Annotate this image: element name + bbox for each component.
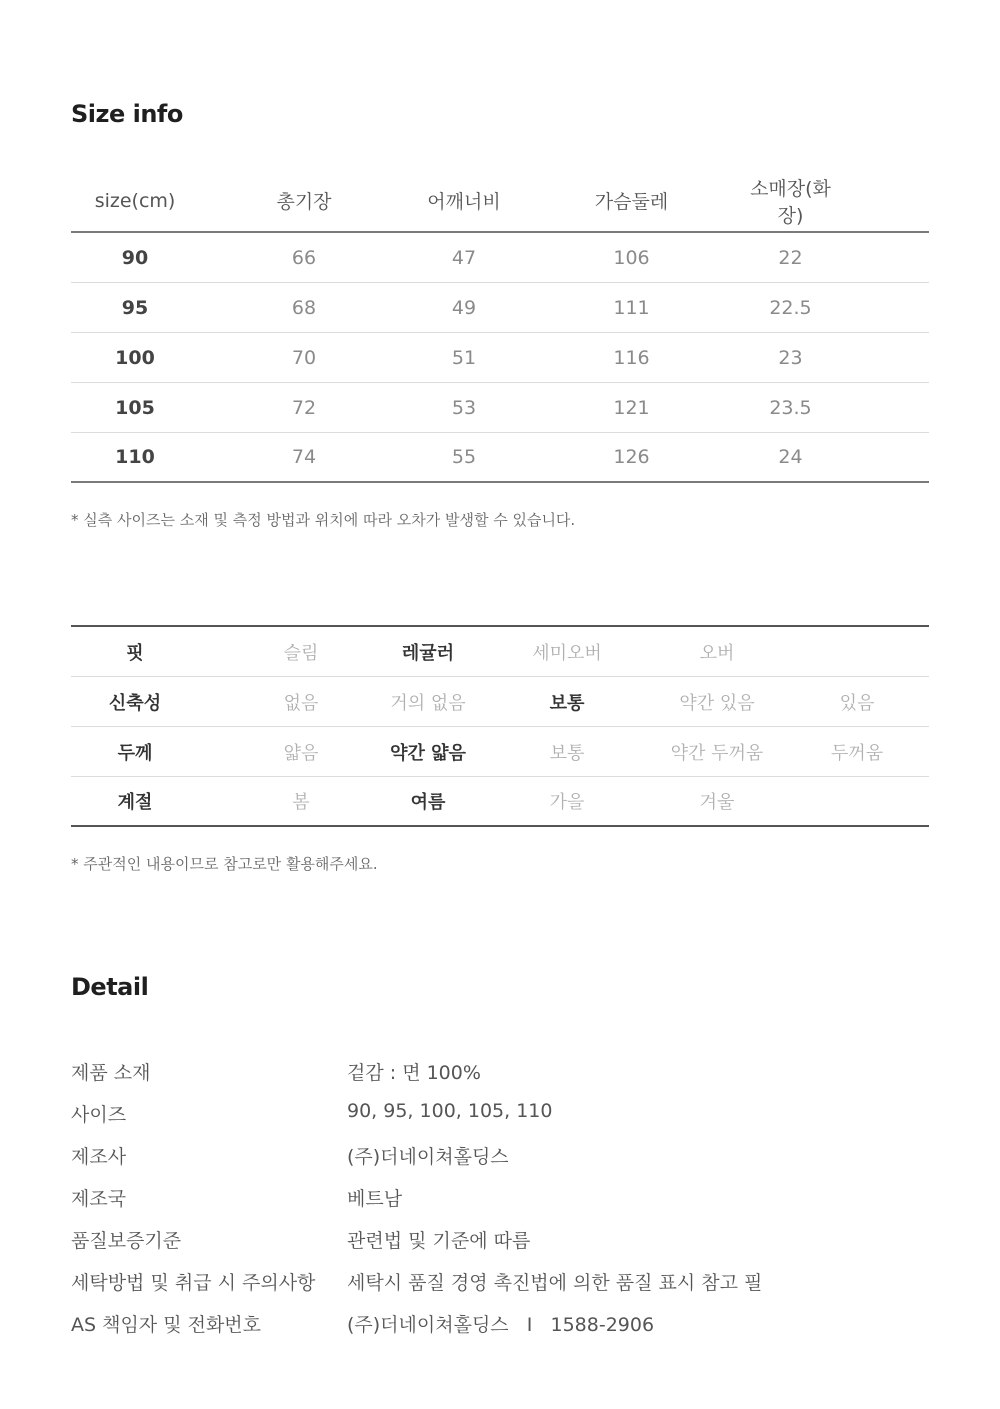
- fit-option: 있음: [839, 692, 875, 714]
- detail-key: 품질보증기준: [71, 1230, 182, 1252]
- size-value: 24: [778, 446, 803, 468]
- size-table-row: [71, 383, 929, 433]
- fit-row: [71, 627, 929, 677]
- header-shoulder-width: 어깨너비: [427, 191, 501, 213]
- size-label: 110: [115, 446, 155, 468]
- size-table-header: [71, 170, 929, 233]
- size-info-title: Size info: [71, 100, 183, 128]
- fit-option: 얇음: [283, 742, 319, 764]
- fit-option: 봄: [292, 792, 310, 813]
- header-chest: 가슴둘레: [594, 191, 669, 213]
- fit-option: 거의 없음: [390, 692, 466, 714]
- size-value: 126: [613, 446, 650, 468]
- size-value: 116: [613, 346, 650, 369]
- size-label: 105: [115, 396, 155, 419]
- size-value: 47: [451, 246, 477, 269]
- size-label: 100: [115, 346, 155, 369]
- size-value: 22: [778, 246, 803, 269]
- size-value: 68: [291, 296, 317, 319]
- detail-list: [71, 1058, 929, 1352]
- size-label: 90: [121, 246, 149, 269]
- header-sleeve: 소매장(화장): [750, 177, 831, 227]
- size-value: 51: [451, 346, 477, 369]
- header-size: size(cm): [94, 189, 176, 212]
- fit-table: [71, 625, 929, 827]
- fit-row: [71, 727, 929, 777]
- fit-row-label: 핏: [126, 642, 144, 664]
- fit-row: [71, 777, 929, 827]
- detail-value: 겉감 : 면 100%: [347, 1062, 481, 1084]
- size-table-row: [71, 433, 929, 483]
- detail-row: [71, 1184, 929, 1226]
- size-value: 121: [613, 396, 650, 419]
- detail-row: [71, 1268, 929, 1310]
- size-note: * 실측 사이즈는 소재 및 측정 방법과 위치에 따라 오차가 발생할 수 있습니다.: [71, 511, 576, 529]
- fit-option: 겨울: [699, 792, 735, 813]
- fit-option-selected: 여름: [410, 792, 446, 813]
- fit-option-selected: 보통: [549, 692, 585, 714]
- size-value: 23.5: [769, 396, 812, 419]
- size-table-row: [71, 333, 929, 383]
- fit-option: 오버: [699, 642, 735, 664]
- fit-option: 약간 있음: [679, 692, 755, 714]
- size-value: 53: [451, 396, 477, 419]
- size-label: 95: [121, 296, 149, 319]
- size-table-row: [71, 283, 929, 333]
- fit-option: 세미오버: [532, 642, 602, 664]
- fit-option-selected: 레귤러: [401, 642, 455, 664]
- detail-value: (주)더네이쳐홀딩스: [347, 1146, 509, 1168]
- detail-row: [71, 1142, 929, 1184]
- fit-option: 보통: [549, 742, 585, 764]
- size-table-row: [71, 233, 929, 283]
- fit-option-selected: 약간 얇음: [390, 742, 466, 764]
- size-table: [71, 170, 929, 483]
- fit-option: 가을: [549, 792, 585, 813]
- detail-key: 세탁방법 및 취급 시 주의사항: [71, 1272, 316, 1294]
- size-value: 49: [451, 296, 477, 319]
- detail-row: [71, 1058, 929, 1100]
- fit-option: 약간 두꺼움: [670, 742, 764, 764]
- size-value: 74: [291, 446, 317, 468]
- fit-row-label: 계절: [117, 792, 153, 813]
- size-value: 66: [291, 246, 317, 269]
- detail-key: AS 책임자 및 전화번호: [71, 1314, 262, 1336]
- fit-row: [71, 677, 929, 727]
- detail-value: 90, 95, 100, 105, 110: [347, 1100, 553, 1122]
- fit-option: 슬림: [283, 642, 319, 664]
- size-value: 106: [613, 246, 650, 269]
- size-value: 70: [291, 346, 317, 369]
- fit-row-label: 두께: [117, 742, 153, 764]
- detail-key: 제조사: [71, 1146, 127, 1168]
- detail-key: 사이즈: [71, 1104, 127, 1126]
- fit-option: 없음: [283, 692, 319, 714]
- size-value: 23: [778, 346, 803, 369]
- size-value: 55: [451, 446, 477, 468]
- fit-note: * 주관적인 내용이므로 참고로만 활용해주세요.: [71, 855, 378, 873]
- detail-value: 세탁시 품질 경영 촉진법에 의한 품질 표시 참고 필: [347, 1272, 763, 1294]
- detail-key: 제품 소재: [71, 1062, 151, 1084]
- fit-option: 두꺼움: [830, 742, 884, 764]
- size-value: 22.5: [769, 296, 812, 319]
- detail-key: 제조국: [71, 1188, 127, 1210]
- detail-row: [71, 1100, 929, 1142]
- detail-row: [71, 1226, 929, 1268]
- detail-value: 베트남: [347, 1188, 403, 1210]
- fit-row-label: 신축성: [108, 692, 162, 714]
- detail-value: (주)더네이쳐홀딩스 I 1588-2906: [347, 1314, 655, 1336]
- detail-value: 관련법 및 기준에 따름: [347, 1230, 531, 1252]
- detail-row: [71, 1310, 929, 1352]
- header-total-length: 총기장: [276, 191, 332, 213]
- size-value: 111: [613, 296, 650, 319]
- detail-title: Detail: [71, 973, 149, 1001]
- size-value: 72: [291, 396, 317, 419]
